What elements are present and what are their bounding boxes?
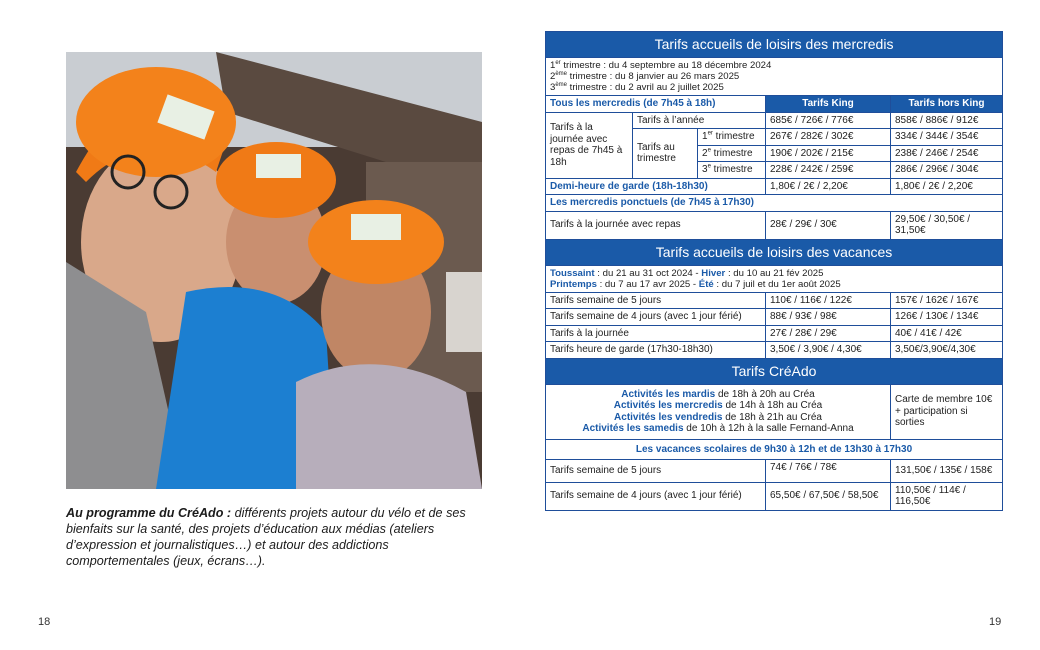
journee-label: Tarifs à la journée avec repas de 7h45 à 18h [546, 112, 633, 178]
table-row: Tarifs semaine de 5 jours 110€ / 116€ / 122€ 157€ / 162€ / 167€ [546, 292, 1003, 309]
trimestre-3-dates: 3ème trimestre : du 2 avril au 2 juillet 2025 [550, 81, 724, 93]
vacances-title: Tarifs accueils de loisirs des vacances [546, 239, 1003, 265]
col-header-hors-king: Tarifs hors King [891, 96, 1003, 113]
table-row: Tarifs à la journée 27€ / 28€ / 29€ 40€ / 41€ / 42€ [546, 325, 1003, 342]
section-mercredis-header [546, 32, 1003, 58]
table-row: Tarifs heure de garde (17h30-18h30) 3,50€ / 3,90€ / 4,30€ 3,50€/3,90€/4,30€ [546, 342, 1003, 359]
table-row: Tarifs semaine de 5 jours 74€ / 76€ / 78€ 131,50€ / 135€ / 158€ [546, 460, 1003, 483]
trimestre-2-dates: 2ème trimestre : du 8 janvier au 26 mars 2025 [550, 70, 740, 82]
table-row: Tarifs semaine de 4 jours (avec 1 jour férié) 88€ / 93€ / 98€ 126€ / 130€ / 134€ [546, 309, 1003, 326]
tous-mercredis-label: Tous les mercredis (de 7h45 à 18h) [546, 96, 766, 113]
ponctuel-hors-king: 29,50€ / 30,50€ / 31,50€ [891, 211, 1003, 239]
page-number-right: 19 [989, 616, 1002, 628]
annee-king: 685€ / 726€ / 776€ [766, 112, 891, 129]
trimestre-3-king: 228€ / 242€ / 259€ [766, 162, 891, 179]
col-header-king: Tarifs King [766, 96, 891, 113]
teens-photo [66, 52, 482, 489]
creado-scolaires-label: Les vacances scolaires de 9h30 à 12h et de 13h30 à 17h30 [546, 439, 1003, 460]
annee-label: Tarifs à l’année [633, 112, 766, 129]
trimestre-label: Tarifs au trimestre [633, 129, 698, 179]
trimestre-2-king: 190€ / 202€ / 215€ [766, 145, 891, 162]
ponctuel-row-label: Tarifs à la journée avec repas [546, 211, 766, 239]
annee-hors-king: 858€ / 886€ / 912€ [891, 112, 1003, 129]
activity-vendredis: Activités les vendredis de 18h à 21h au Créa [614, 411, 822, 423]
mercredis-dates [546, 58, 1003, 96]
photo-caption [66, 505, 466, 569]
trimestre-2-label: 2e trimestre [698, 145, 766, 162]
vacances-dates: Toussaint : du 21 au 31 oct 2024 - Hiver : du 10 au 21 fév 2025 Printemps : du 7 au 17 avr 2025 - Été : du 7 juil et du 1er août 2025 [546, 265, 1003, 292]
activity-mardis: Activités les mardis de 18h à 20h au Créa [621, 388, 815, 400]
trimestre-1-hors-king: 334€ / 344€ / 354€ [891, 129, 1003, 146]
demi-heure-hors-king: 1,80€ / 2€ / 2,20€ [891, 178, 1003, 195]
trimestre-1-label: 1er trimestre [698, 129, 766, 146]
caption-text: différents projets autour du vélo et de ses bienfaits sur la santé, des projets d’éducation aux médias (ateliers d’expression et journalistiques…) et autour des addictions comportementales (jeux, écrans…). [66, 506, 466, 568]
creado-activities [546, 384, 891, 439]
creado-title: Tarifs CréAdo [546, 358, 1003, 384]
trimestre-1-dates: 1er trimestre : du 4 septembre au 18 décembre 2024 [550, 59, 772, 71]
trimestre-1-king: 267€ / 282€ / 302€ [766, 129, 891, 146]
trimestre-3-label: 3e trimestre [698, 162, 766, 179]
table-row: Tarifs semaine de 4 jours (avec 1 jour férié) 65,50€ / 67,50€ / 58,50€ 110,50€ / 114€ / 116,50€ [546, 482, 1003, 510]
creado-membership: Carte de membre 10€ + participation si sorties [891, 384, 1003, 439]
tarifs-table [545, 31, 1003, 511]
activity-mercredis: Activités les mercredis de 14h à 18h au Créa [613, 400, 823, 411]
demi-heure-king: 1,80€ / 2€ / 2,20€ [766, 178, 891, 195]
mercredis-title: Tarifs accueils de loisirs des mercredis [546, 32, 1003, 58]
trimestre-2-hors-king: 238€ / 246€ / 254€ [891, 145, 1003, 162]
demi-heure-label: Demi-heure de garde (18h-18h30) [546, 178, 766, 195]
section-vacances-header [546, 239, 1003, 265]
page-number-left: 18 [38, 616, 51, 628]
ponctuels-label: Les mercredis ponctuels (de 7h45 à 17h30) [546, 195, 1003, 212]
ponctuel-king: 28€ / 29€ / 30€ [766, 211, 891, 239]
activity-samedis: Activités les samedis de 10h à 12h à la salle Fernand-Anna [582, 423, 854, 434]
caption-bold: Au programme du CréAdo : [66, 506, 232, 520]
trimestre-3-hors-king: 286€ / 296€ / 304€ [891, 162, 1003, 179]
photo-illustration [66, 52, 482, 489]
section-creado-header [546, 358, 1003, 384]
